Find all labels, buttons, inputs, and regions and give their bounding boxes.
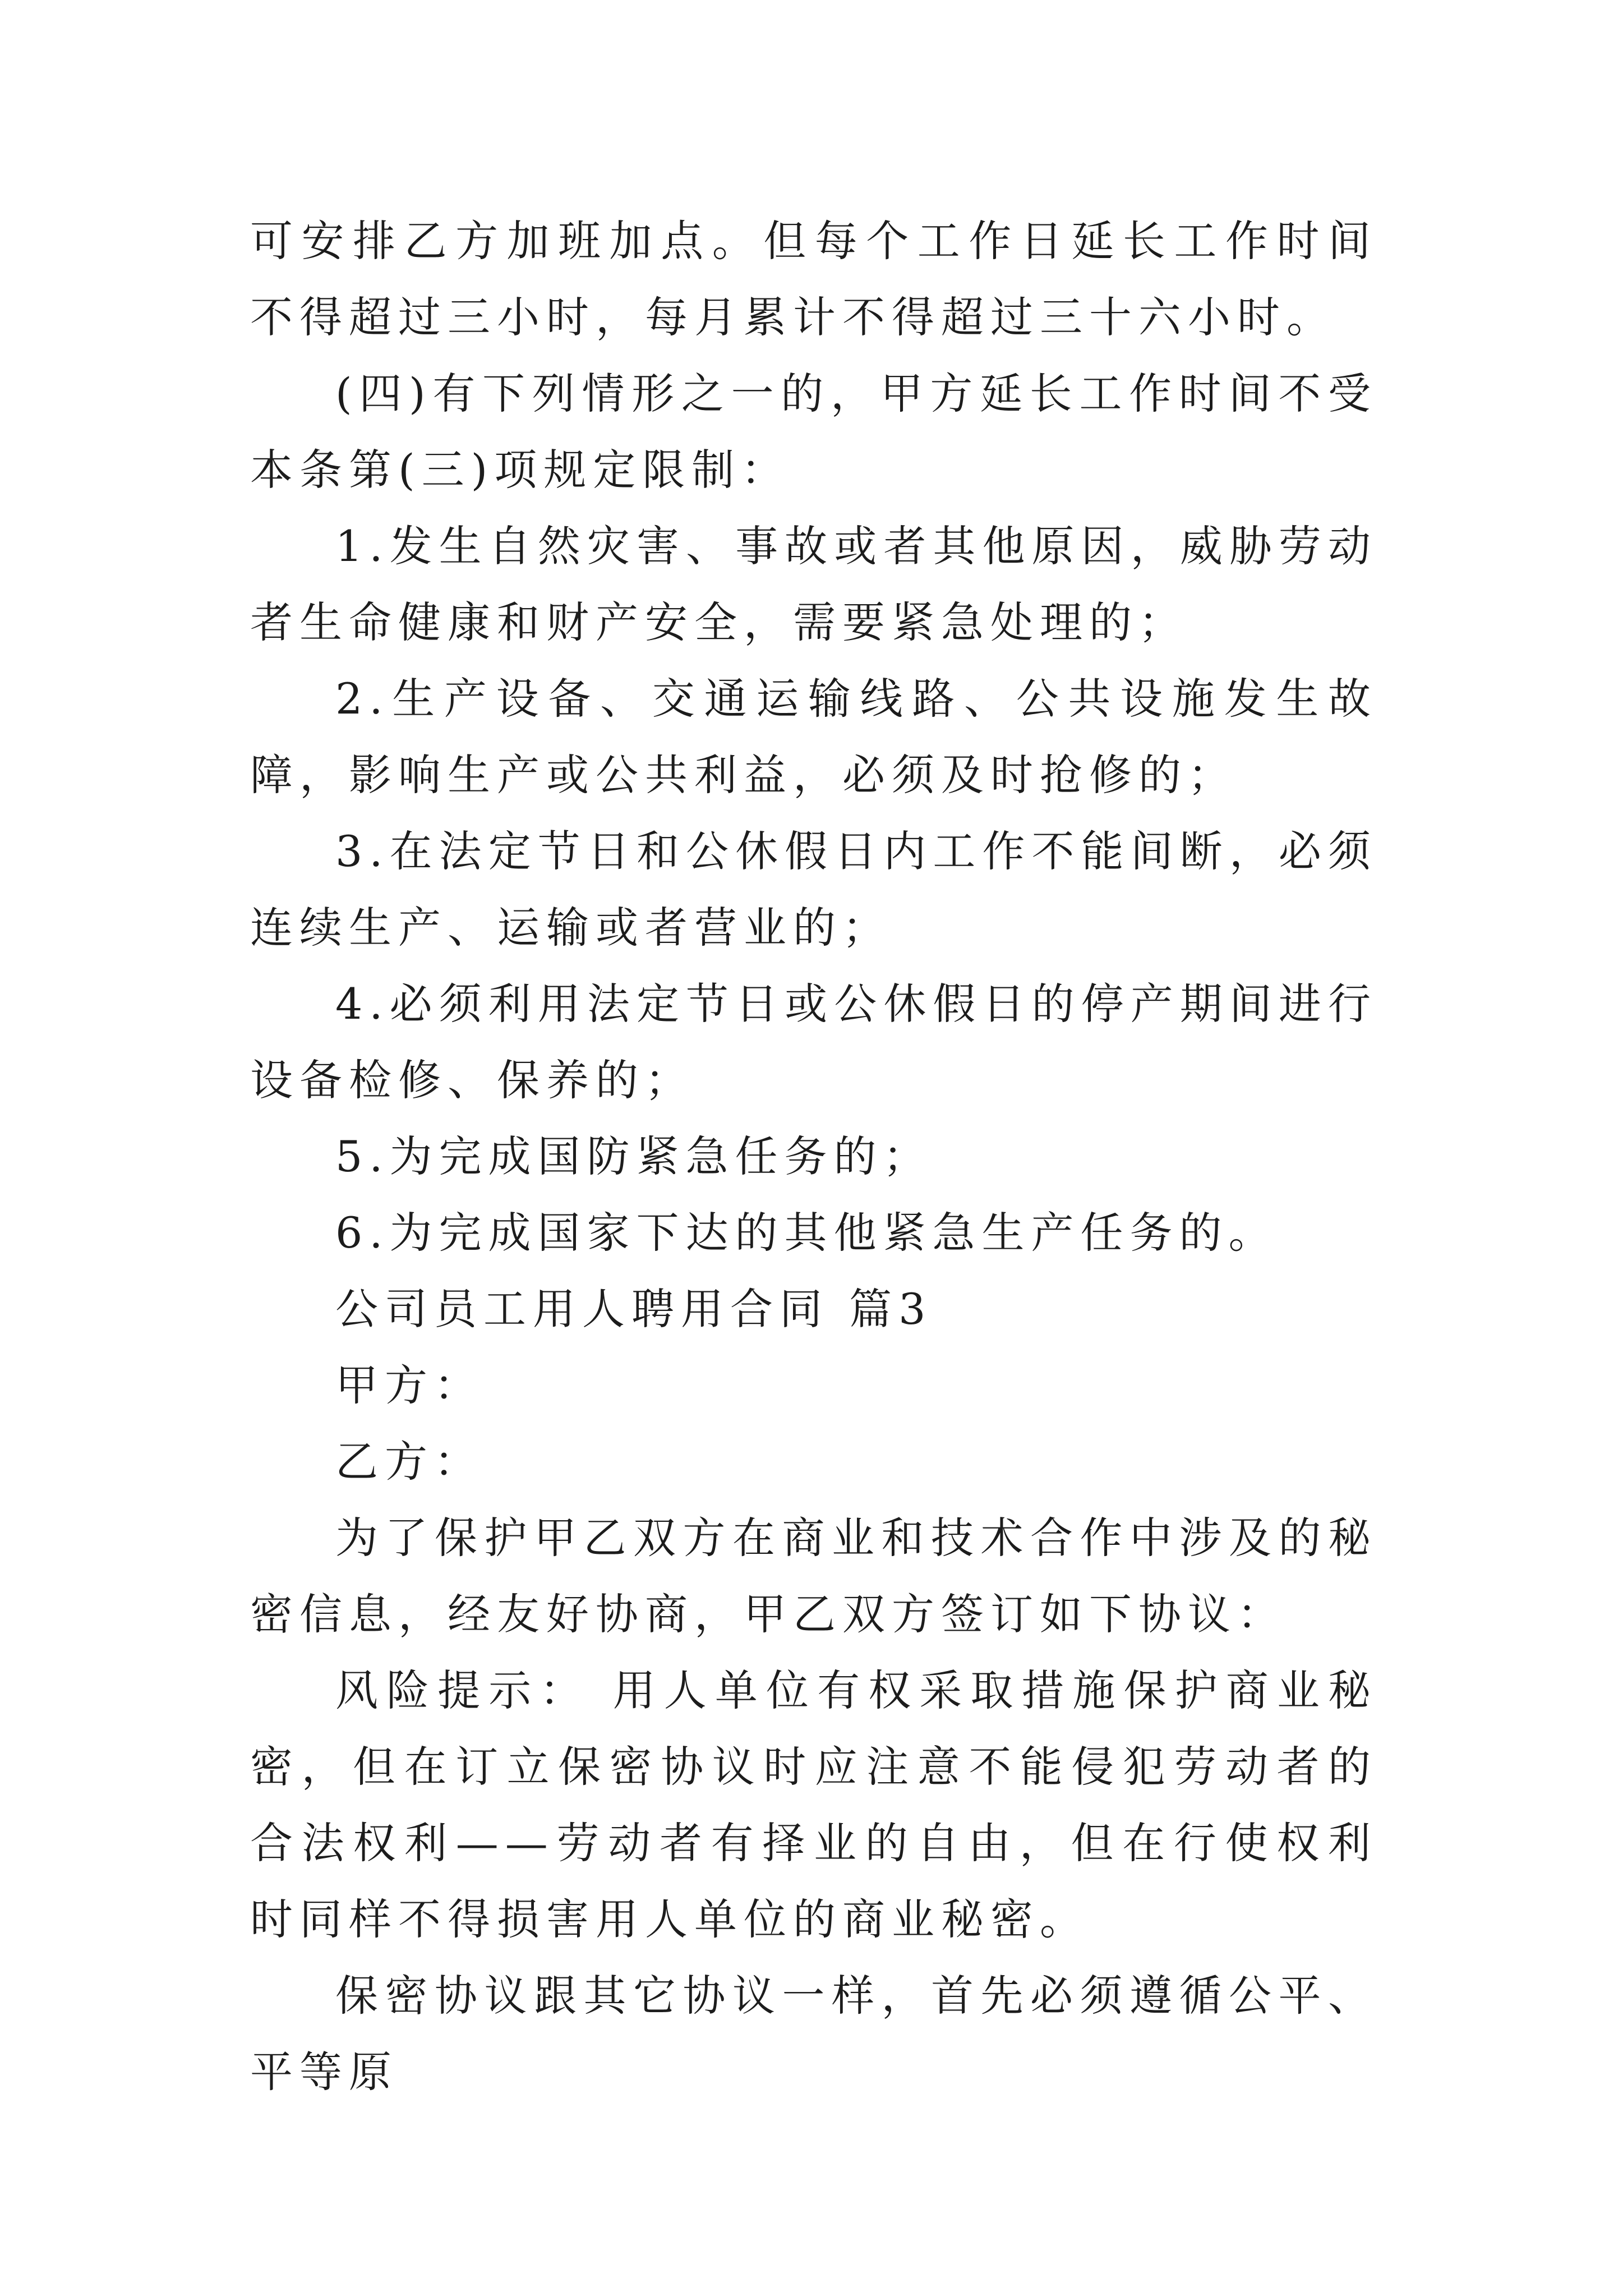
- party-a-label: 甲方：: [335, 1360, 483, 1410]
- document-body: [250, 203, 1377, 2110]
- paragraph-item-3: 3.在法定节日和公休假日内工作不能间断，必须连续生产、运输或者营业的；: [250, 826, 1377, 953]
- paragraph-overtime-limit: 可安排乙方加班加点。但每个工作日延长工作时间不得超过三小时，每月累计不得超过三十六小时。: [250, 216, 1377, 342]
- party-b-label: 乙方：: [335, 1437, 483, 1487]
- paragraph-risk-notice: 风险提示： 用人单位有权采取措施保护商业秘密，但在订立保密协议时应注意不能侵犯劳动者的合法权利——劳动者有择业的自由，但在行使权利时同样不得损害用人单位的商业秘密。: [250, 1665, 1377, 1944]
- paragraph-item-5: 5.为完成国防紧急任务的；: [335, 1131, 933, 1181]
- paragraph-confidentiality: 保密协议跟其它协议一样，首先必须遵循公平、平等原: [250, 1971, 1377, 2097]
- paragraph-clause-four: (四)有下列情形之一的，甲方延长工作时间不受本条第(三)项规定限制：: [250, 369, 1377, 495]
- paragraph-item-6: 6.为完成国家下达的其他紧急生产任务的。: [335, 1208, 1278, 1258]
- paragraph-item-1: 1.发生自然灾害、事故或者其他原因，威胁劳动者生命健康和财产安全，需要紧急处理的；: [250, 521, 1377, 647]
- section-heading: 公司员工用人聘用合同 篇3: [335, 1284, 933, 1334]
- paragraph-purpose: 为了保护甲乙双方在商业和技术合作中涉及的秘密信息，经友好协商，甲乙双方签订如下协议：: [250, 1513, 1377, 1639]
- paragraph-item-2: 2.生产设备、交通运输线路、公共设施发生故障，影响生产或公共利益，必须及时抢修的；: [250, 674, 1377, 800]
- paragraph-item-4: 4.必须利用法定节日或公休假日的停产期间进行设备检修、保养的；: [250, 979, 1377, 1105]
